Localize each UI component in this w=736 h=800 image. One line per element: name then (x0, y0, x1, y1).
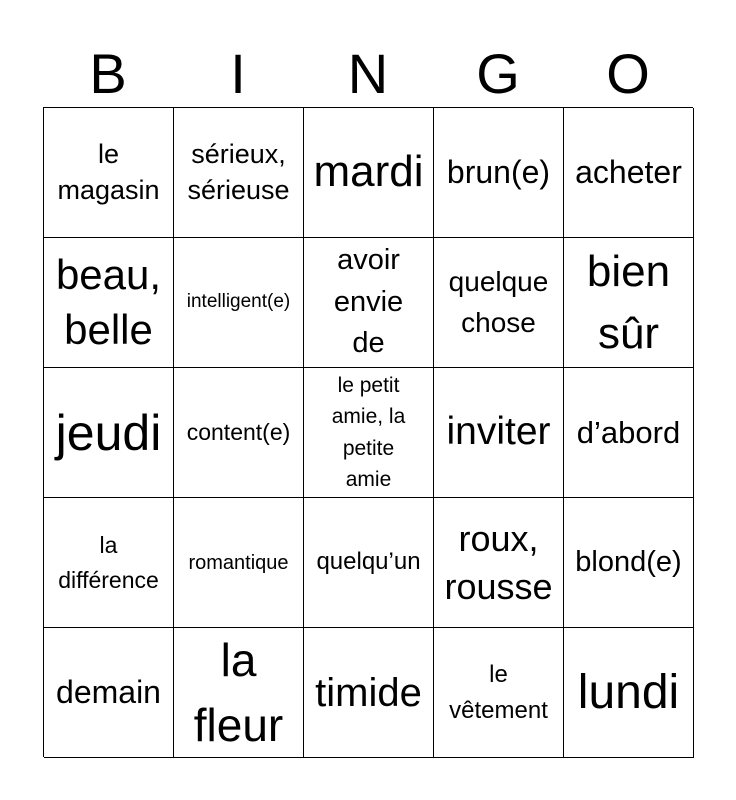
bingo-cell[interactable] (44, 368, 174, 498)
bingo-cell[interactable] (44, 498, 174, 628)
bingo-cell[interactable] (304, 368, 434, 498)
bingo-header (43, 40, 693, 108)
bingo-cell[interactable] (44, 108, 174, 238)
bingo-cell-text: timide (315, 670, 422, 715)
bingo-cell-text: beau, belle (55, 250, 162, 353)
bingo-cell[interactable] (174, 108, 304, 238)
bingo-cell[interactable] (434, 498, 564, 628)
bingo-cell[interactable] (434, 108, 564, 238)
bingo-cell[interactable] (434, 628, 564, 758)
bingo-cell[interactable] (174, 498, 304, 628)
bingo-cell-text: d’abord (576, 414, 681, 450)
bingo-cell-text: la différence (58, 532, 159, 593)
bingo-cell[interactable] (304, 498, 434, 628)
bingo-grid (43, 107, 693, 757)
bingo-cell[interactable] (564, 498, 694, 628)
bingo-cell[interactable] (304, 628, 434, 758)
bingo-cell[interactable] (44, 238, 174, 368)
bingo-cell[interactable] (174, 238, 304, 368)
header-letter-o: O (606, 42, 650, 105)
bingo-cell-text: romantique (188, 551, 289, 574)
header-letter-i: I (230, 42, 246, 105)
bingo-cell[interactable] (564, 628, 694, 758)
bingo-cell-text: roux, rousse (444, 517, 553, 607)
bingo-cell-text: quelque chose (448, 265, 549, 338)
bingo-cell-text: jeudi (55, 404, 162, 461)
bingo-cell[interactable] (564, 108, 694, 238)
bingo-cell-text: le magasin (57, 139, 160, 205)
bingo-cell-text: quelqu’un (316, 548, 421, 576)
bingo-cell-text: le petit amie, la petite amie (331, 374, 406, 491)
header-letter-n: N (347, 42, 389, 105)
bingo-cell-text: content(e) (186, 418, 291, 445)
bingo-cell[interactable] (304, 238, 434, 368)
bingo-cell-text: bien sûr (586, 246, 671, 358)
bingo-cell-text: demain (56, 674, 161, 711)
bingo-cell[interactable] (174, 628, 304, 758)
bingo-cell-text: brun(e) (446, 154, 551, 191)
bingo-cell[interactable] (44, 628, 174, 758)
bingo-cell-text: lundi (577, 665, 680, 719)
bingo-cell[interactable] (564, 238, 694, 368)
bingo-cell-text: sérieux, sérieuse (187, 139, 290, 205)
bingo-cell[interactable] (304, 108, 434, 238)
header-letter-g: G (476, 42, 520, 105)
bingo-cell-text: acheter (575, 154, 682, 191)
bingo-cell-text: intelligent(e) (186, 291, 291, 313)
bingo-cell[interactable] (434, 368, 564, 498)
bingo-cell-text: la fleur (193, 634, 284, 751)
bingo-cell-text: avoir envie de (333, 243, 404, 360)
bingo-cell-text: mardi (313, 147, 424, 197)
bingo-cell-text: le vêtement (449, 660, 548, 724)
bingo-cell-text: blond(e) (575, 546, 682, 579)
bingo-cell[interactable] (174, 368, 304, 498)
bingo-cell[interactable] (564, 368, 694, 498)
header-letter-b: B (89, 42, 127, 105)
bingo-cell[interactable] (434, 238, 564, 368)
bingo-cell-text: inviter (446, 410, 551, 454)
